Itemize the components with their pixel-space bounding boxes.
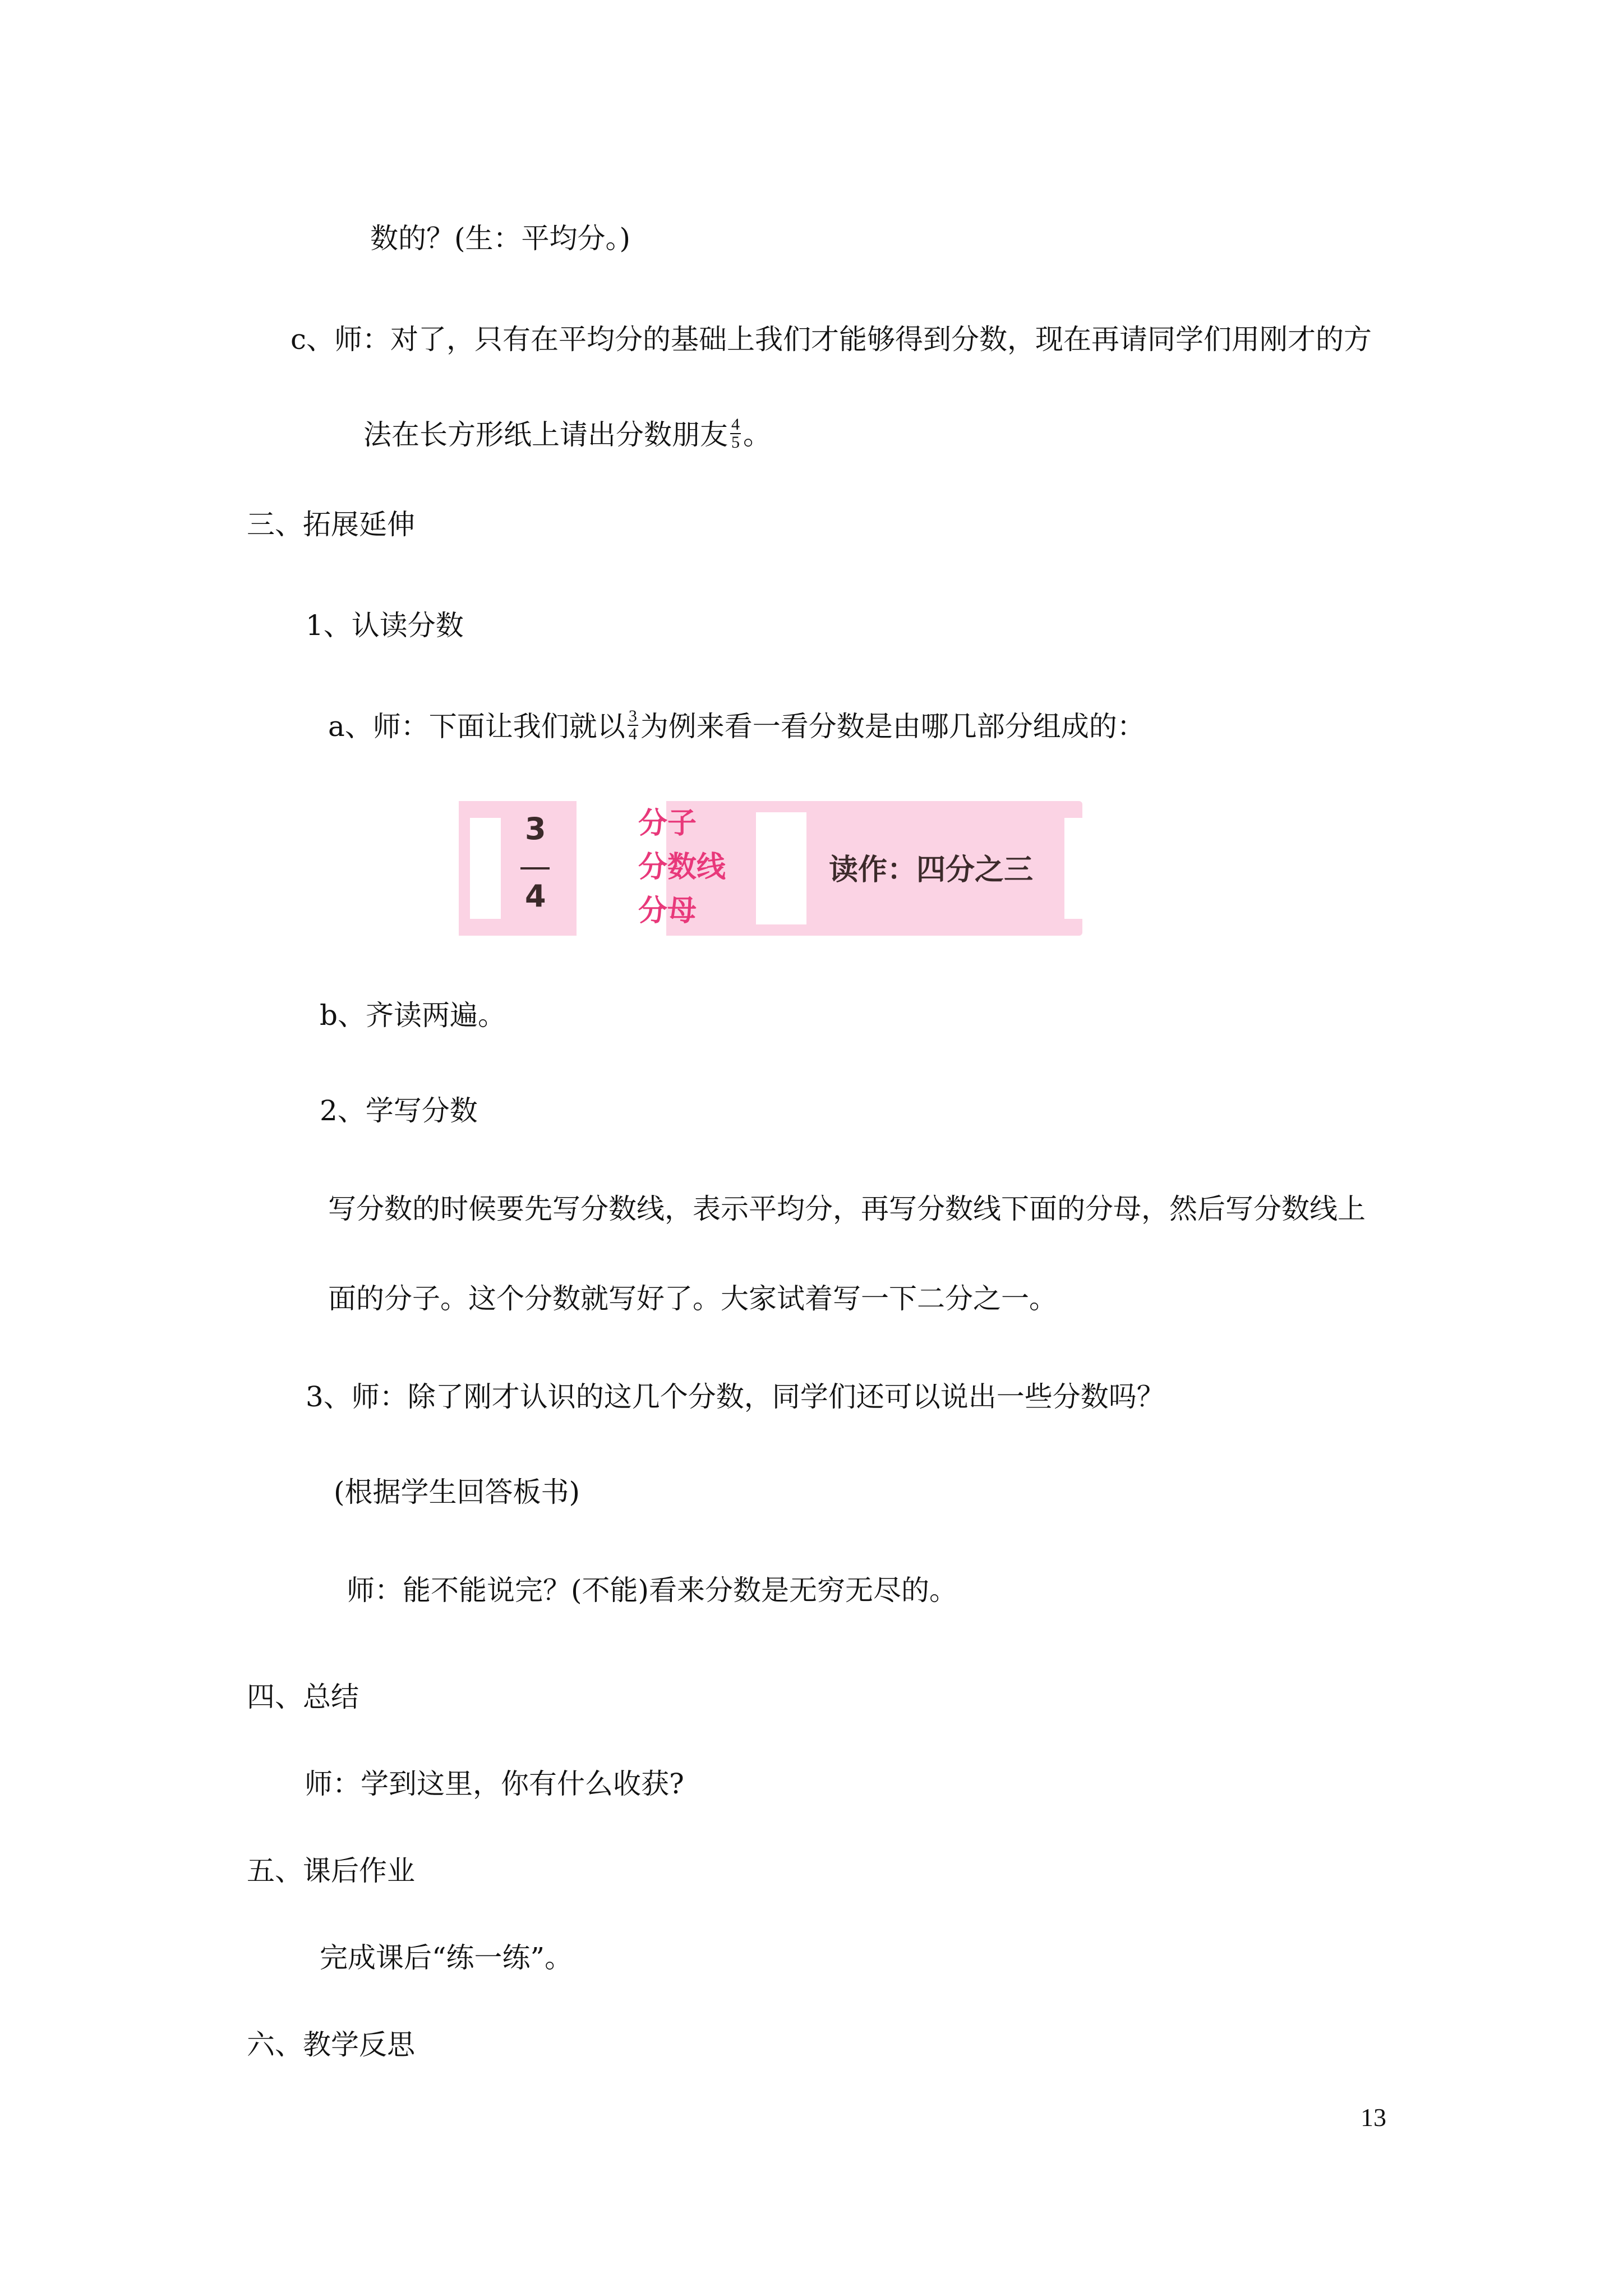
label-numerator: 分子 [638, 807, 697, 840]
label-fraction-line: 分数线 [638, 850, 726, 884]
text-line-3-post: 。 [743, 418, 771, 451]
section-heading-6: 六、教学反思 [247, 2028, 415, 2061]
text-line-3-pre: 法在长方形纸上请出分数朋友 [363, 418, 728, 451]
fraction-numerator: 3 [628, 707, 637, 725]
text-line-3 [363, 415, 771, 454]
figure-reading: 读作：四分之三 [829, 853, 1034, 887]
text-line-b: b、齐读两遍。 [320, 999, 506, 1032]
text-line-write-2: 面的分子。这个分数就写好了。大家试着写一下二分之一。 [328, 1282, 1057, 1315]
section-heading-3: 三、拓展延伸 [247, 508, 415, 541]
fraction-four-fifths [730, 416, 741, 451]
subsection-2: 2、学写分数 [320, 1094, 478, 1127]
figure-denominator: 4 [525, 878, 546, 914]
text-line-a-pre: a、师：下面让我们就以 [328, 710, 625, 743]
text-line-a-post: 为例来看一看分数是由哪几部分组成的： [640, 710, 1145, 743]
board-note: (根据学生回答板书) [334, 1476, 580, 1508]
teacher-line: 师：能不能说完？(不能)看来分数是无穷无尽的。 [347, 1574, 958, 1607]
subsection-1: 1、认读分数 [306, 609, 464, 642]
text-line-write-1: 写分数的时候要先写分数线，表示平均分，再写分数线下面的分母，然后写分数线上 [328, 1193, 1366, 1225]
teacher-question: 师：学到这里，你有什么收获? [305, 1768, 684, 1800]
fraction-numerator: 4 [731, 415, 740, 434]
section-heading-4: 四、总结 [247, 1681, 359, 1713]
text-line-a [328, 707, 1145, 746]
subsection-3: 3、师：除了刚才认识的这几个分数，同学们还可以说出一些分数吗？ [306, 1381, 1165, 1413]
page-number: 13 [1361, 2103, 1386, 2132]
fraction-parts-figure [459, 801, 1082, 936]
figure-numerator: 3 [525, 811, 546, 846]
fraction-denominator: 5 [731, 433, 740, 452]
text-line-1: 数的？(生：平均分。) [370, 222, 631, 255]
text-line-2: c、师：对了，只有在平均分的基础上我们才能够得到分数，现在再请同学们用刚才的方 [291, 323, 1372, 356]
section-heading-5: 五、课后作业 [247, 1855, 415, 1887]
label-denominator: 分母 [638, 894, 697, 928]
figure-fraction-bar [520, 867, 550, 869]
homework-line: 完成课后“练一练”。 [320, 1941, 573, 1974]
fraction-three-quarters [628, 708, 638, 743]
fraction-denominator: 4 [628, 725, 637, 743]
